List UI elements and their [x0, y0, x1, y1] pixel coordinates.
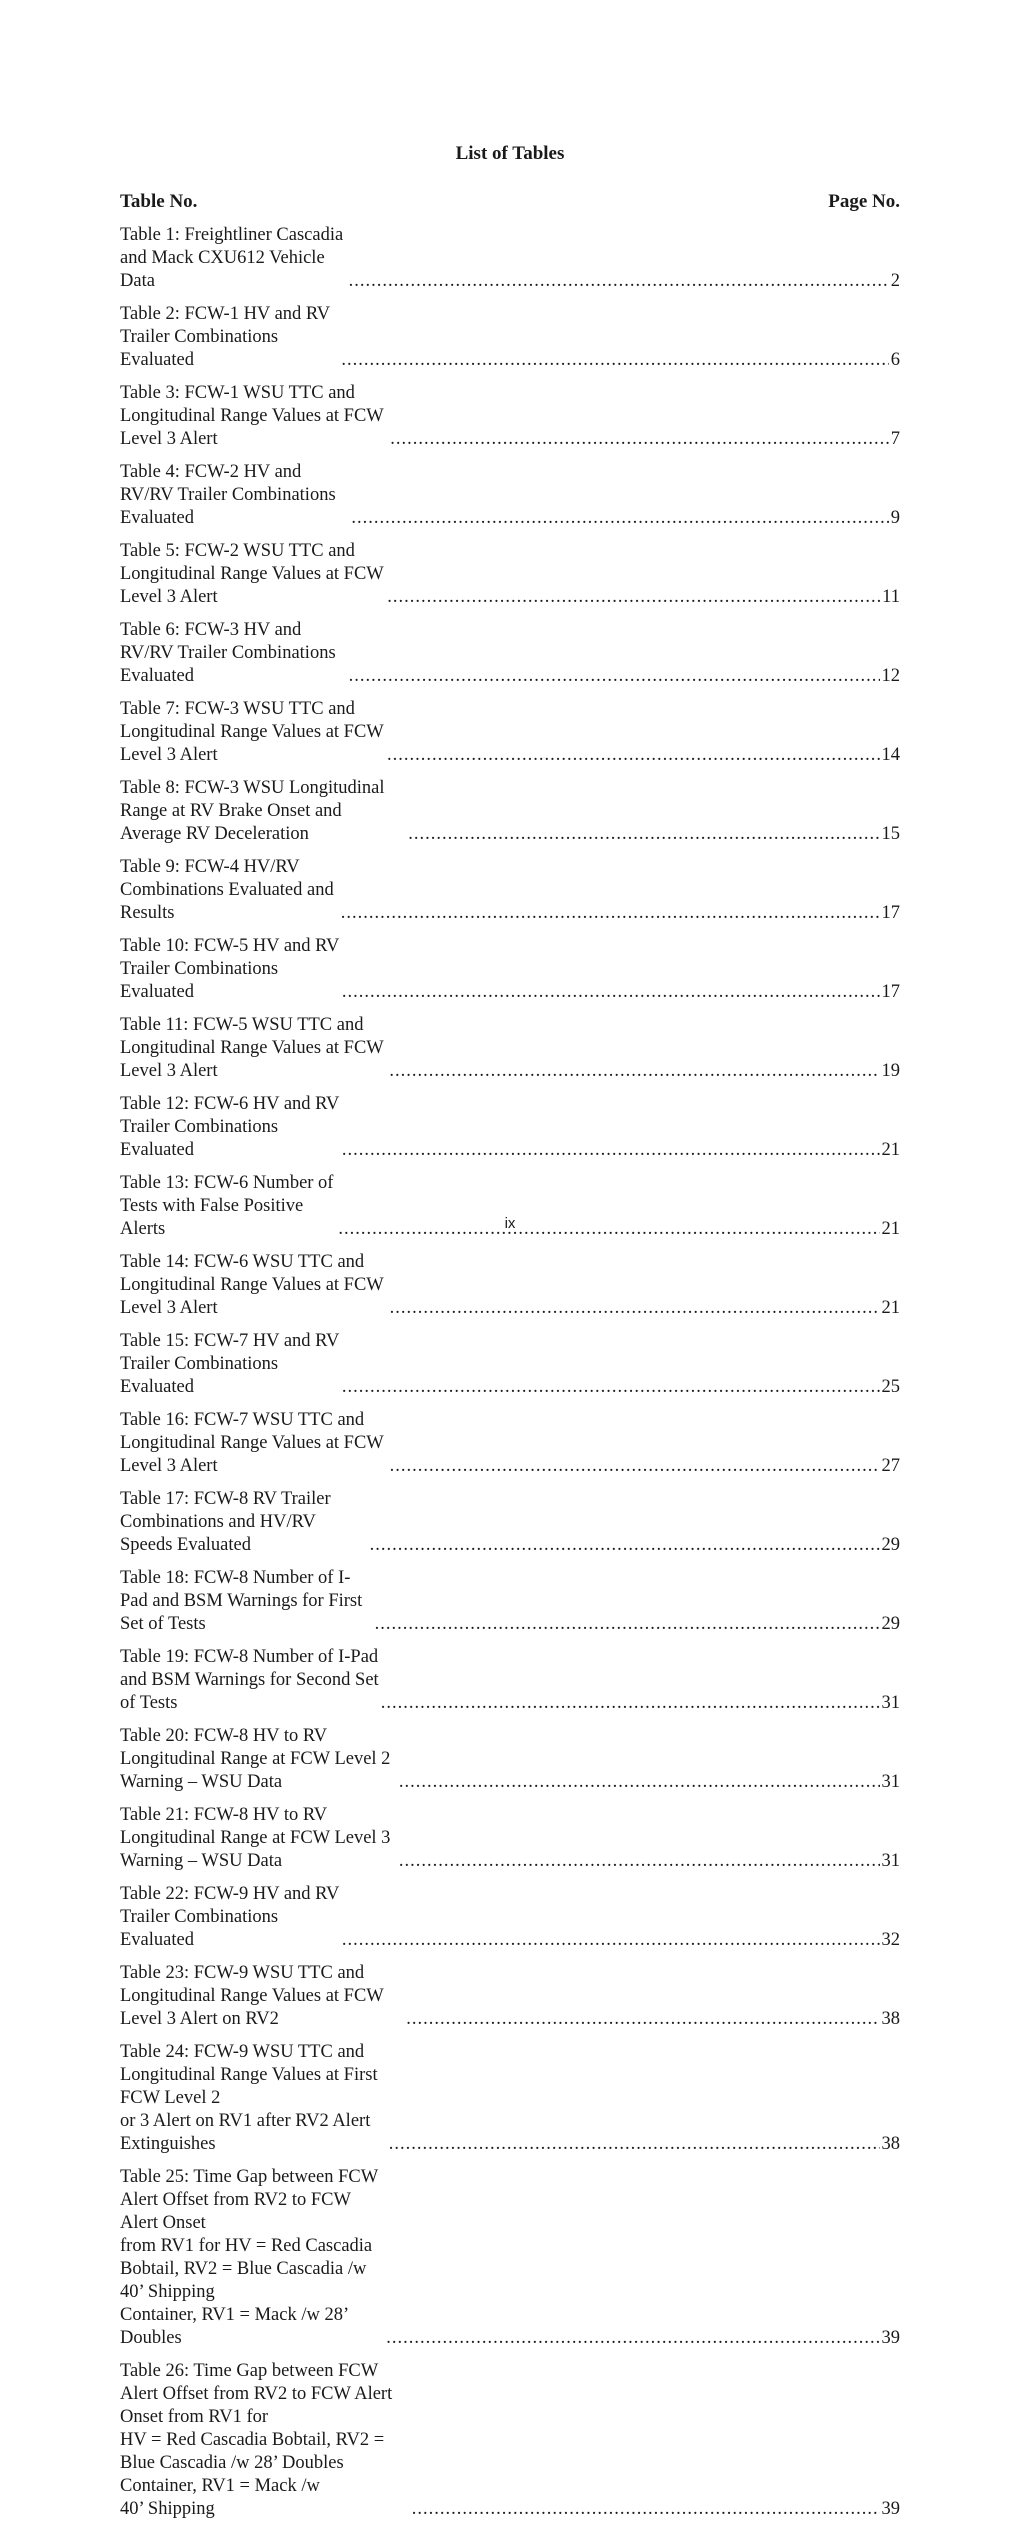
toc-entry-page: 39 [881, 2328, 900, 2348]
toc-entry-title: Table 3: FCW-1 WSU TTC and Longitudinal Range Values at FCW Level 3 Alert [120, 383, 384, 449]
toc-entry-page: 17 [881, 982, 900, 1002]
toc-entry-title: Table 22: FCW-9 HV and RV Trailer Combinations Evaluated [120, 1884, 340, 1950]
toc-entry-page: 29 [881, 1535, 900, 1555]
toc-entry-title: Table 15: FCW-7 HV and RV Trailer Combinations Evaluated [120, 1331, 340, 1397]
toc-entry-title: Table 23: FCW-9 WSU TTC and Longitudinal Range Values at FCW Level 3 Alert on RV2 [120, 1963, 384, 2029]
toc-entry[interactable] [120, 698, 900, 767]
toc-entry-page: 31 [881, 1693, 900, 1713]
toc-entry-title: Table 16: FCW-7 WSU TTC and Longitudinal Range Values at FCW Level 3 Alert [120, 1410, 384, 1476]
toc-entry-page: 38 [881, 2134, 900, 2154]
toc-entry-page: 9 [890, 508, 900, 528]
toc-entry[interactable] [120, 619, 900, 688]
toc-entry-page: 19 [881, 1061, 900, 1081]
toc-entry-page: 15 [881, 824, 900, 844]
dot-leader [399, 1850, 880, 1873]
toc-entry[interactable] [120, 777, 900, 846]
toc-entry[interactable] [120, 224, 900, 293]
dot-leader [351, 507, 888, 530]
toc-entry-page: 6 [890, 350, 900, 370]
toc-entry[interactable] [120, 2166, 900, 2350]
toc-entry[interactable] [120, 1014, 900, 1083]
toc-entry-page: 31 [881, 1772, 900, 1792]
dot-leader [342, 1139, 880, 1162]
dot-leader [381, 1692, 880, 1715]
dot-leader [390, 428, 889, 451]
toc-entry-title: Table 7: FCW-3 WSU TTC and Longitudinal Range Values at FCW Level 3 Alert [120, 699, 384, 765]
toc-entry-title: Table 26: Time Gap between FCW Alert Offset from RV2 to FCW Alert Onset from RV1 for HV = Red Cascadia Bobtail, RV2 = Blue Cascadia /w 28’ Doubles Container, RV1 = Mack /w 40’ Shipping [120, 2361, 393, 2519]
dot-leader [389, 2133, 880, 2156]
toc-entry[interactable] [120, 1883, 900, 1952]
toc-entry-page: 2 [890, 271, 900, 291]
toc-entry-page: 31 [881, 1851, 900, 1871]
toc-entry[interactable] [120, 1646, 900, 1715]
toc-entry-title: Table 12: FCW-6 HV and RV Trailer Combinations Evaluated [120, 1094, 340, 1160]
toc-entry-page: 21 [881, 1219, 900, 1239]
dot-leader [387, 586, 880, 609]
toc-entry[interactable] [120, 303, 900, 372]
toc-entry-page: 21 [881, 1140, 900, 1160]
table-no-header: Table No. [120, 191, 198, 212]
toc-entry-title: Table 1: Freightliner Cascadia and Mack CXU612 Vehicle Data [120, 225, 344, 291]
toc-entry[interactable] [120, 1804, 900, 1873]
dot-leader [408, 823, 879, 846]
toc-entry-title: Table 20: FCW-8 HV to RV Longitudinal Range at FCW Level 2 Warning – WSU Data [120, 1726, 391, 1792]
toc-entry[interactable] [120, 1330, 900, 1399]
toc-entry-page: 11 [882, 587, 900, 607]
toc-entry-title: Table 10: FCW-5 HV and RV Trailer Combinations Evaluated [120, 936, 340, 1002]
toc-entry[interactable] [120, 856, 900, 925]
toc-entry-title: Table 11: FCW-5 WSU TTC and Longitudinal Range Values at FCW Level 3 Alert [120, 1015, 384, 1081]
toc-entry-page: 27 [881, 1456, 900, 1476]
toc-entry[interactable] [120, 1409, 900, 1478]
dot-leader [386, 2327, 879, 2350]
toc-entry-title: Table 25: Time Gap between FCW Alert Offset from RV2 to FCW Alert Onset from RV1 for HV = Red Cascadia Bobtail, RV2 = Blue Cascadia /w 40’ Shipping Container, RV1 = Mack /w 28’ Doubles [120, 2167, 378, 2348]
dot-leader [342, 981, 880, 1004]
dot-leader [370, 1534, 880, 1557]
toc-entry-page: 29 [881, 1614, 900, 1634]
toc-entry[interactable] [120, 1725, 900, 1794]
toc-entry-title: Table 2: FCW-1 HV and RV Trailer Combinations Evaluated [120, 304, 330, 370]
dot-leader [387, 744, 880, 767]
dot-leader [342, 1376, 880, 1399]
dot-leader [399, 1771, 880, 1794]
toc-entry-title: Table 8: FCW-3 WSU Longitudinal Range at RV Brake Onset and Average RV Deceleration [120, 778, 385, 844]
toc-entry[interactable] [120, 461, 900, 530]
toc-entry-title: Table 19: FCW-8 Number of I-Pad and BSM Warnings for Second Set of Tests [120, 1647, 379, 1713]
dot-leader [412, 2498, 880, 2521]
toc-entry-title: Table 4: FCW-2 HV and RV/RV Trailer Combinations Evaluated [120, 462, 336, 528]
toc-entry-page: 7 [890, 429, 900, 449]
toc-entry-title: Table 24: FCW-9 WSU TTC and Longitudinal Range Values at First FCW Level 2 or 3 Alert on RV1 after RV2 Alert Extinguishes [120, 2042, 378, 2154]
toc-entry[interactable] [120, 382, 900, 451]
toc-entry[interactable] [120, 1488, 900, 1557]
toc-entry-page: 25 [881, 1377, 900, 1397]
page-number-footer: ix [504, 1215, 516, 1232]
toc-entry-title: Table 6: FCW-3 HV and RV/RV Trailer Combinations Evaluated [120, 620, 336, 686]
toc-entry[interactable] [120, 1251, 900, 1320]
toc-entry-title: Table 5: FCW-2 WSU TTC and Longitudinal Range Values at FCW Level 3 Alert [120, 541, 384, 607]
page-title: List of Tables [455, 143, 565, 164]
dot-leader [390, 1297, 880, 1320]
toc-entry[interactable] [120, 1962, 900, 2031]
toc-entry-page: 14 [881, 745, 900, 765]
toc-entry-title: Table 17: FCW-8 RV Trailer Combinations and HV/RV Speeds Evaluated [120, 1489, 331, 1555]
toc-entry-page: 12 [881, 666, 900, 686]
toc-entry-title: Table 18: FCW-8 Number of I-Pad and BSM Warnings for First Set of Tests [120, 1568, 363, 1634]
toc-entry-title: Table 14: FCW-6 WSU TTC and Longitudinal Range Values at FCW Level 3 Alert [120, 1252, 384, 1318]
toc-entry[interactable] [120, 1093, 900, 1162]
toc-entry[interactable] [120, 540, 900, 609]
table-of-contents-list [120, 224, 900, 2531]
column-headers [120, 191, 900, 213]
dot-leader [389, 1060, 879, 1083]
toc-entry-page: 32 [881, 1930, 900, 1950]
toc-entry[interactable] [120, 1567, 900, 1636]
dot-leader [375, 1613, 880, 1636]
toc-entry-title: Table 21: FCW-8 HV to RV Longitudinal Range at FCW Level 3 Warning – WSU Data [120, 1805, 391, 1871]
toc-entry-page: 39 [881, 2499, 900, 2519]
toc-entry-page: 38 [881, 2009, 900, 2029]
page-no-header: Page No. [828, 191, 900, 212]
toc-entry[interactable] [120, 2360, 900, 2521]
dot-leader [349, 270, 889, 293]
toc-entry[interactable] [120, 2041, 900, 2156]
dot-leader [349, 665, 880, 688]
toc-entry[interactable] [120, 935, 900, 1004]
toc-entry-title: Table 9: FCW-4 HV/RV Combinations Evaluated and Results [120, 857, 334, 923]
toc-entry-title: Table 13: FCW-6 Number of Tests with False Positive Alerts [120, 1173, 334, 1239]
dot-leader [406, 2008, 879, 2031]
dot-leader [341, 902, 880, 925]
toc-entry-page: 17 [881, 903, 900, 923]
dot-leader [390, 1455, 880, 1478]
toc-entry-page: 21 [881, 1298, 900, 1318]
dot-leader [342, 1929, 880, 1952]
dot-leader [341, 349, 888, 372]
